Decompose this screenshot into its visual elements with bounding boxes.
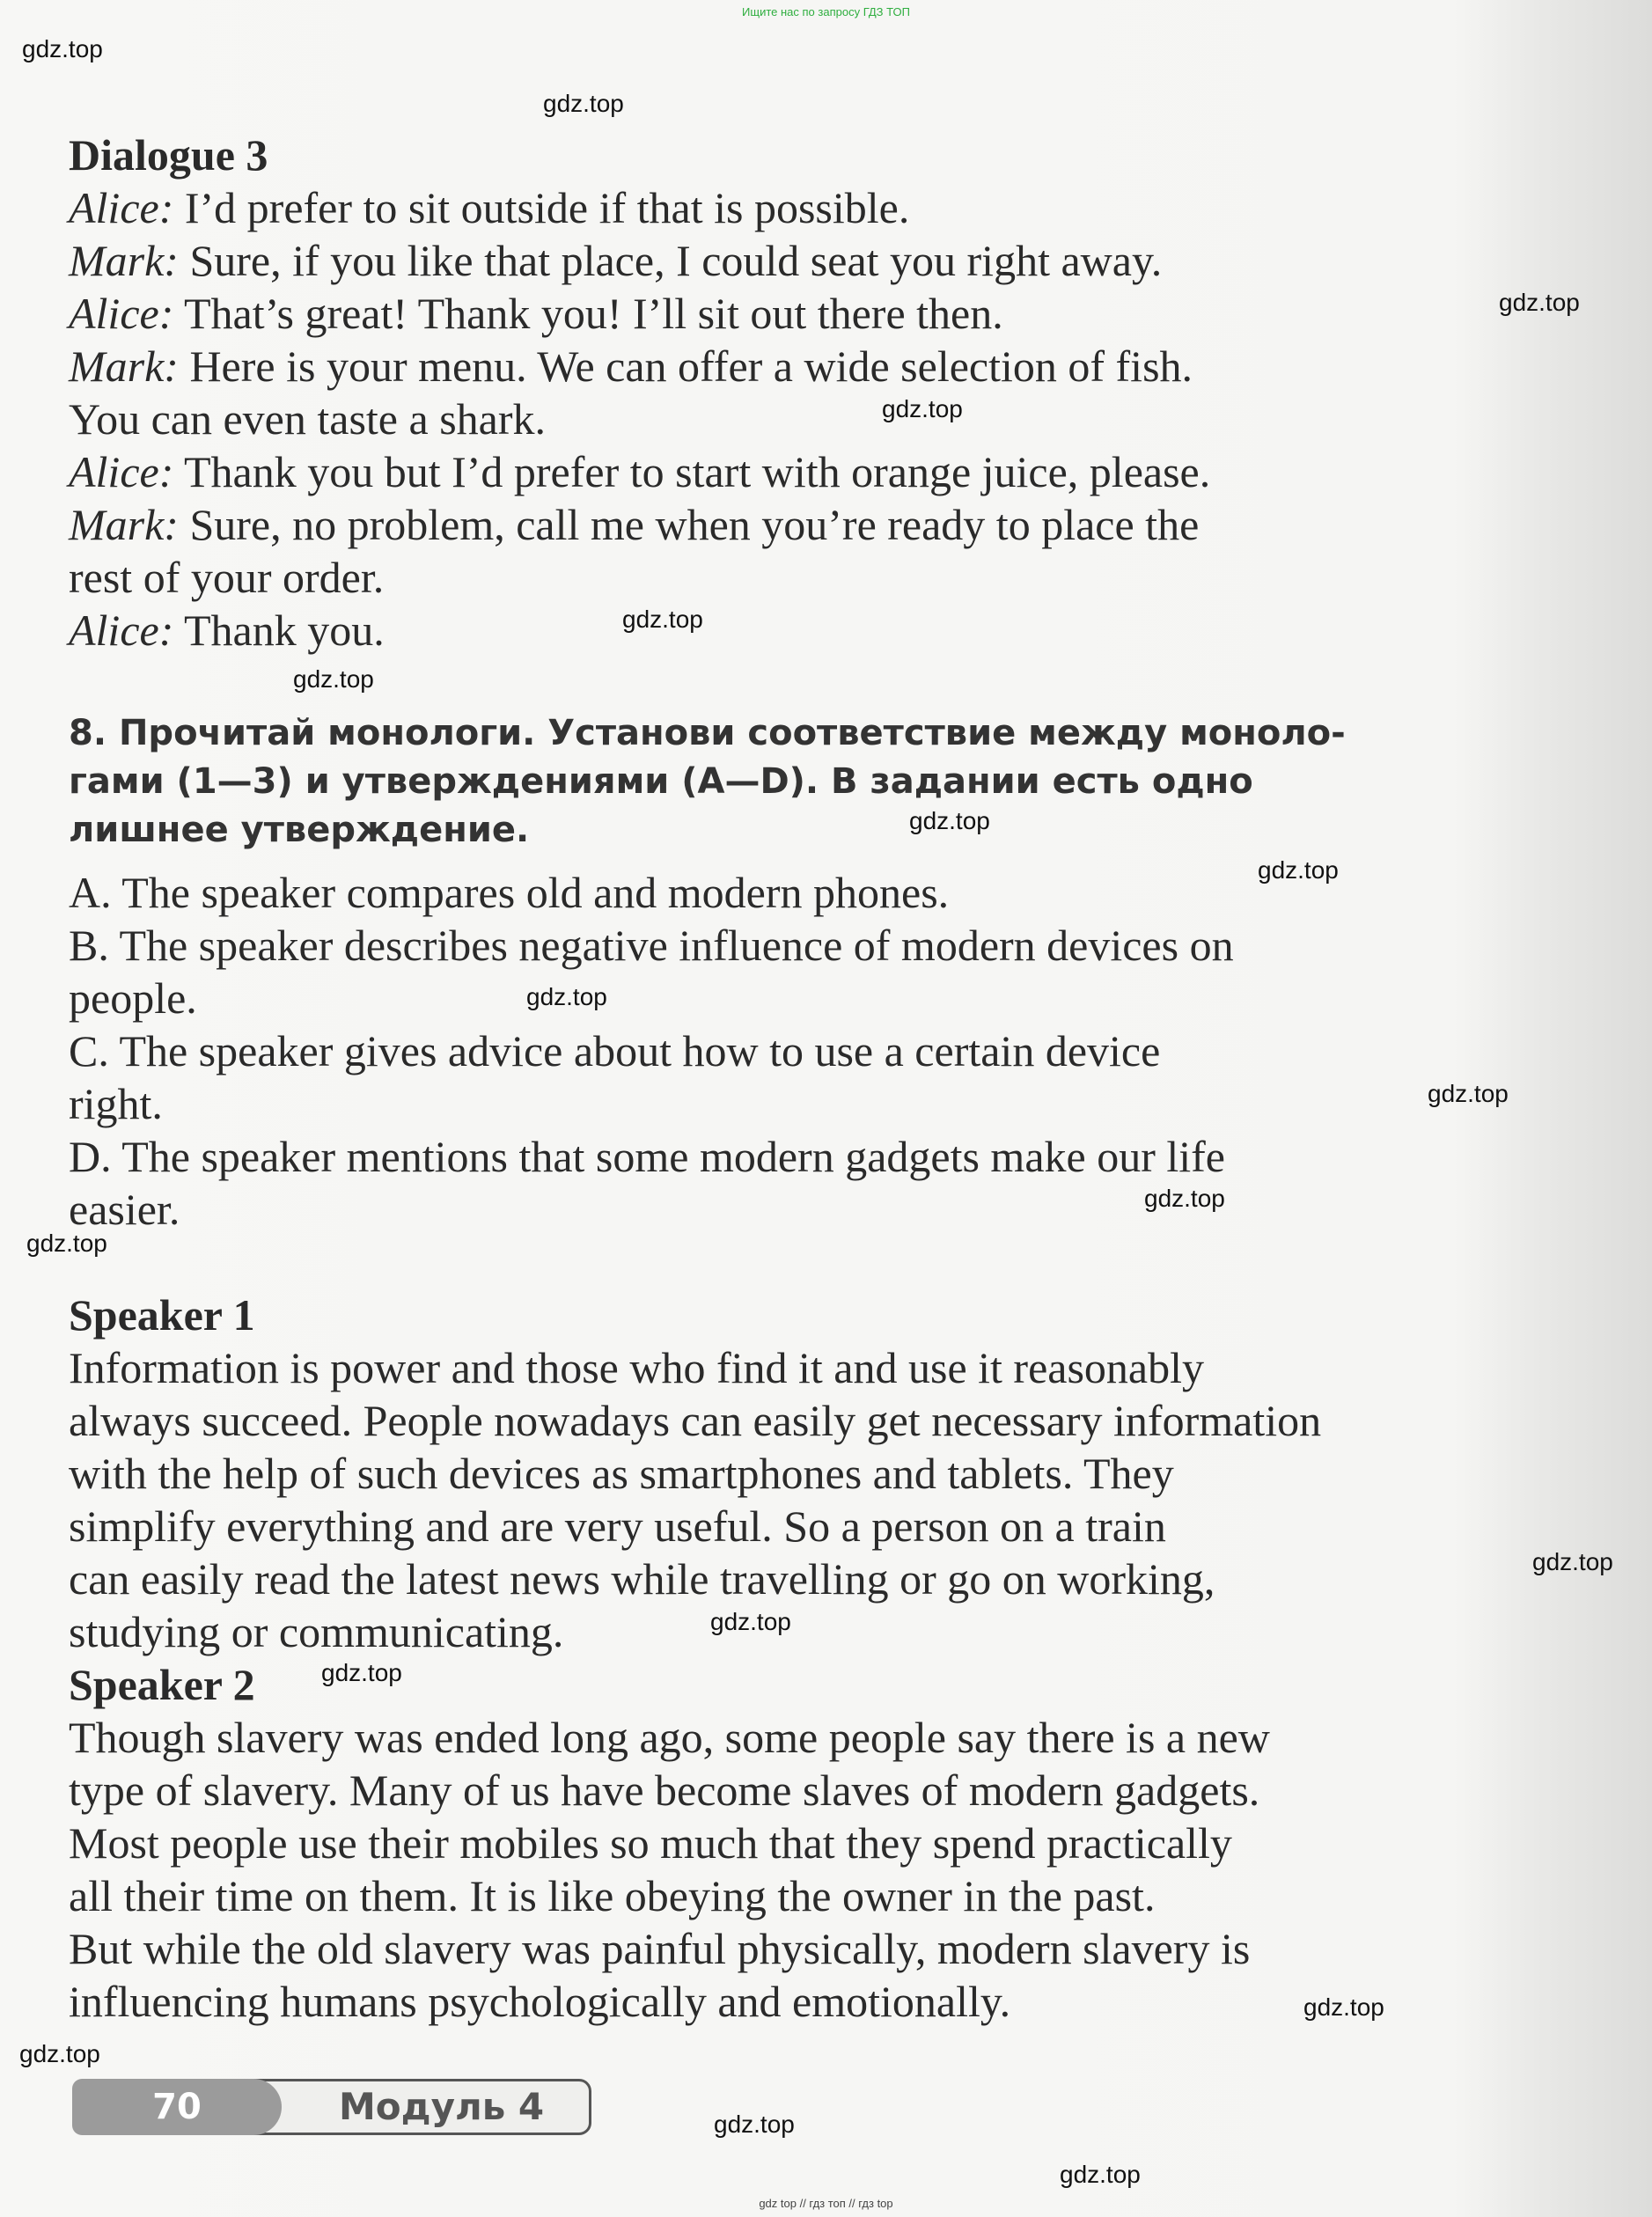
speaker-heading: Speaker 2 xyxy=(69,1660,255,1709)
dialogue-3 xyxy=(69,128,1486,657)
watermark: gdz.top xyxy=(22,35,103,62)
watermark: gdz.top xyxy=(710,1608,791,1635)
statement-line: C. The speaker gives advice about how to use a certain device xyxy=(69,1026,1161,1075)
watermark: gdz.top xyxy=(1144,1185,1225,1212)
monologue-line: with the help of such devices as smartphones and tablets. They xyxy=(69,1449,1174,1498)
statement-line: B. The speaker describes negative influence of modern devices on xyxy=(69,921,1234,970)
watermark: gdz.top xyxy=(293,665,374,693)
statement-line: easier. xyxy=(69,1185,180,1234)
watermark: gdz.top xyxy=(1060,2161,1141,2188)
monologue-line: can easily read the latest news while travelling or go on working, xyxy=(69,1554,1215,1604)
dialogue-line: Alice: That’s great! Thank you! I’ll sit out there then. xyxy=(69,289,1003,338)
monologue-line: type of slavery. Many of us have become slaves of modern gadgets. xyxy=(69,1766,1260,1815)
watermark: gdz.top xyxy=(1532,1548,1613,1575)
task-8 xyxy=(69,709,1486,855)
task-instruction-line: 8. Прочитай монологи. Установи соответствие между моноло- xyxy=(69,713,1346,753)
statement-line: D. The speaker mentions that some modern gadgets make our life xyxy=(69,1132,1225,1181)
dialogue-line: Alice: I’d prefer to sit outside if that is possible. xyxy=(69,183,910,232)
watermark: gdz.top xyxy=(714,2111,795,2138)
dialogue-line: Mark: Sure, no problem, call me when you’re ready to place the xyxy=(69,500,1200,549)
task-instruction-line: лишнее утверждение. xyxy=(69,810,530,850)
bottom-hint: gdz top // гдз топ // гдз top xyxy=(759,2197,893,2210)
watermark: gdz.top xyxy=(1428,1080,1509,1107)
monologue-line: always succeed. People nowadays can easily get necessary information xyxy=(69,1396,1322,1445)
monologue-line: influencing humans psychologically and emotionally. xyxy=(69,1977,1011,2026)
statement-line: A. The speaker compares old and modern phones. xyxy=(69,868,950,917)
statements-list xyxy=(69,866,1486,1236)
speaker-heading: Speaker 1 xyxy=(69,1290,255,1340)
watermark: gdz.top xyxy=(321,1659,402,1686)
dialogue-line: Mark: Sure, if you like that place, I could seat you right away. xyxy=(69,236,1163,285)
monologue-line: simplify everything and are very useful. So a person on a train xyxy=(69,1501,1166,1551)
monologue-line: Information is power and those who find it and use it reasonably xyxy=(69,1343,1204,1392)
watermark: gdz.top xyxy=(622,606,703,633)
statement-line: people. xyxy=(69,973,197,1023)
dialogue-line: Alice: Thank you but I’d prefer to start with orange juice, please. xyxy=(69,447,1211,496)
watermark: gdz.top xyxy=(1499,289,1580,316)
monologue-line: Though slavery was ended long ago, some people say there is a new xyxy=(69,1713,1270,1762)
watermark: gdz.top xyxy=(543,90,624,117)
watermark: gdz.top xyxy=(1303,1993,1384,2021)
monologue-line: But while the old slavery was painful physically, modern slavery is xyxy=(69,1924,1251,1973)
task-instruction-line: гами (1—3) и утверждениями (A—D). В задании есть одно xyxy=(69,761,1253,802)
speaker-1 xyxy=(69,1288,1486,1658)
dialogue-line: You can even taste a shark. xyxy=(69,394,546,444)
speaker-2 xyxy=(69,1658,1486,2028)
watermark: gdz.top xyxy=(526,983,607,1010)
module-label: Модуль 4 xyxy=(339,2085,545,2128)
watermark: gdz.top xyxy=(19,2040,100,2067)
dialogue-line: Mark: Here is your menu. We can offer a wide selection of fish. xyxy=(69,341,1193,391)
watermark: gdz.top xyxy=(26,1230,107,1257)
watermark: gdz.top xyxy=(909,807,990,834)
dialogue-heading: Dialogue 3 xyxy=(69,130,268,180)
dialogue-line: rest of your order. xyxy=(69,553,385,602)
statement-line: right. xyxy=(69,1079,163,1128)
monologue-line: all their time on them. It is like obeying the owner in the past. xyxy=(69,1871,1156,1920)
search-hint: Ищите нас по запросу ГДЗ ТОП xyxy=(742,5,910,18)
watermark: gdz.top xyxy=(882,395,963,422)
dialogue-line: Alice: Thank you. xyxy=(69,606,385,655)
page-number: 70 xyxy=(72,2079,282,2135)
watermark: gdz.top xyxy=(1258,856,1339,884)
monologue-line: Most people use their mobiles so much that they spend practically xyxy=(69,1818,1232,1868)
monologue-line: studying or communicating. xyxy=(69,1607,564,1656)
